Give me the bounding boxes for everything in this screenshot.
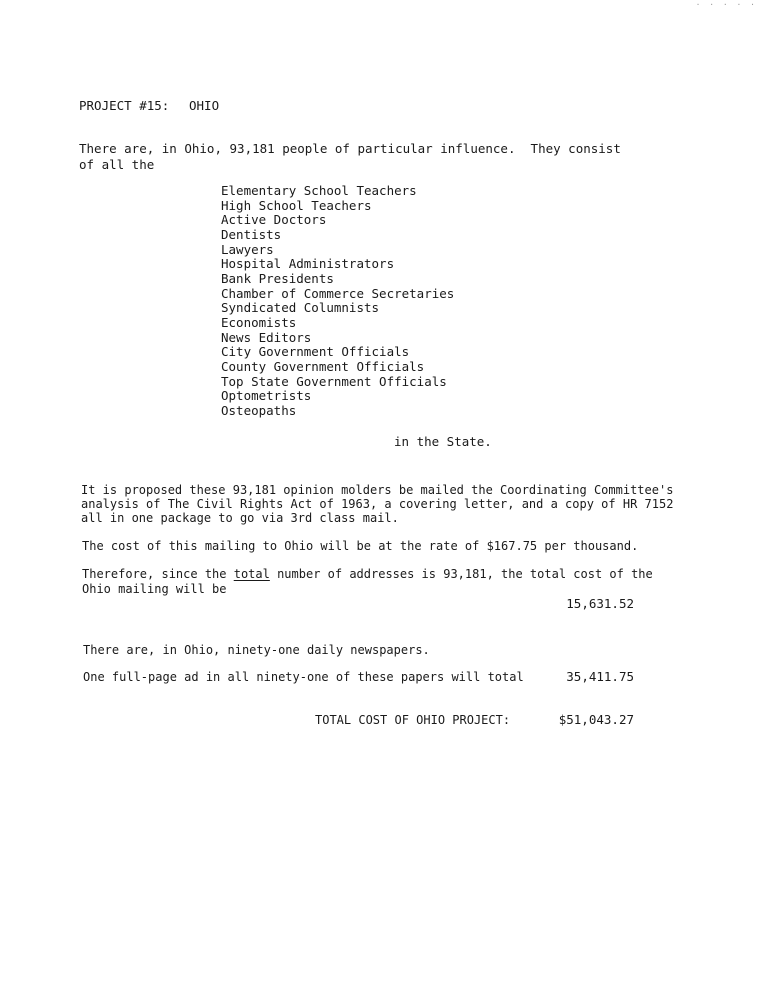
list-item: Dentists	[221, 226, 282, 242]
intro-line-1: There are, in Ohio, 93,181 people of particular influence. They consist	[79, 141, 621, 156]
list-item: Economists	[221, 314, 297, 330]
list-item: Hospital Administrators	[221, 256, 395, 272]
total-underlined-word: total	[233, 567, 270, 581]
total-mailing-text-pre: Therefore, since the	[82, 567, 234, 581]
list-item: Chamber of Commerce Secretaries	[221, 285, 455, 301]
total-cost-amount: $51,043.27	[558, 712, 634, 727]
cost-rate-line: The cost of this mailing to Ohio will be at the rate of $167.75 per thousand.	[82, 539, 639, 553]
total-mailing-text-post: number of addresses is 93,181, the total cost of the	[269, 567, 653, 581]
scan-specks: · · · · ·	[695, 0, 757, 9]
list-item: High School Teachers	[221, 197, 372, 213]
total-cost-label: TOTAL COST OF OHIO PROJECT:	[315, 713, 511, 727]
project-label: PROJECT #15:	[79, 98, 170, 113]
occupation-list	[221, 184, 454, 419]
proposal-line-2: analysis of The Civil Rights Act of 1963, a covering letter, and a copy of HR 7152	[81, 497, 674, 511]
total-mailing-line-2: Ohio mailing will be	[82, 582, 227, 596]
intro-line-2: of all the	[79, 157, 155, 172]
proposal-line-3: all in one package to go via 3rd class mail.	[81, 511, 399, 525]
mailing-cost-amount: 15,631.52	[566, 596, 634, 611]
total-mailing-line-1	[82, 567, 653, 582]
in-state-text: in the State.	[394, 434, 492, 449]
ad-cost-line: One full-page ad in all ninety-one of these papers will total	[83, 670, 524, 684]
newspaper-count-line: There are, in Ohio, ninety-one daily newspapers.	[83, 643, 430, 657]
list-item: City Government Officials	[221, 344, 410, 360]
list-item: County Government Officials	[221, 358, 425, 374]
list-item: Active Doctors	[221, 212, 327, 228]
ad-cost-amount: 35,411.75	[566, 669, 634, 684]
list-item: Elementary School Teachers	[221, 183, 417, 198]
list-item: Top State Government Officials	[221, 373, 447, 389]
list-item: Syndicated Columnists	[221, 300, 380, 316]
list-item: Bank Presidents	[221, 270, 334, 286]
list-item: Optometrists	[221, 388, 312, 404]
list-item: Lawyers	[221, 241, 274, 257]
project-state: OHIO	[189, 98, 220, 113]
list-item: News Editors	[221, 329, 312, 345]
list-item: Osteopaths	[221, 402, 297, 418]
proposal-line-1: It is proposed these 93,181 opinion molders be mailed the Coordinating Committee's	[81, 483, 674, 497]
